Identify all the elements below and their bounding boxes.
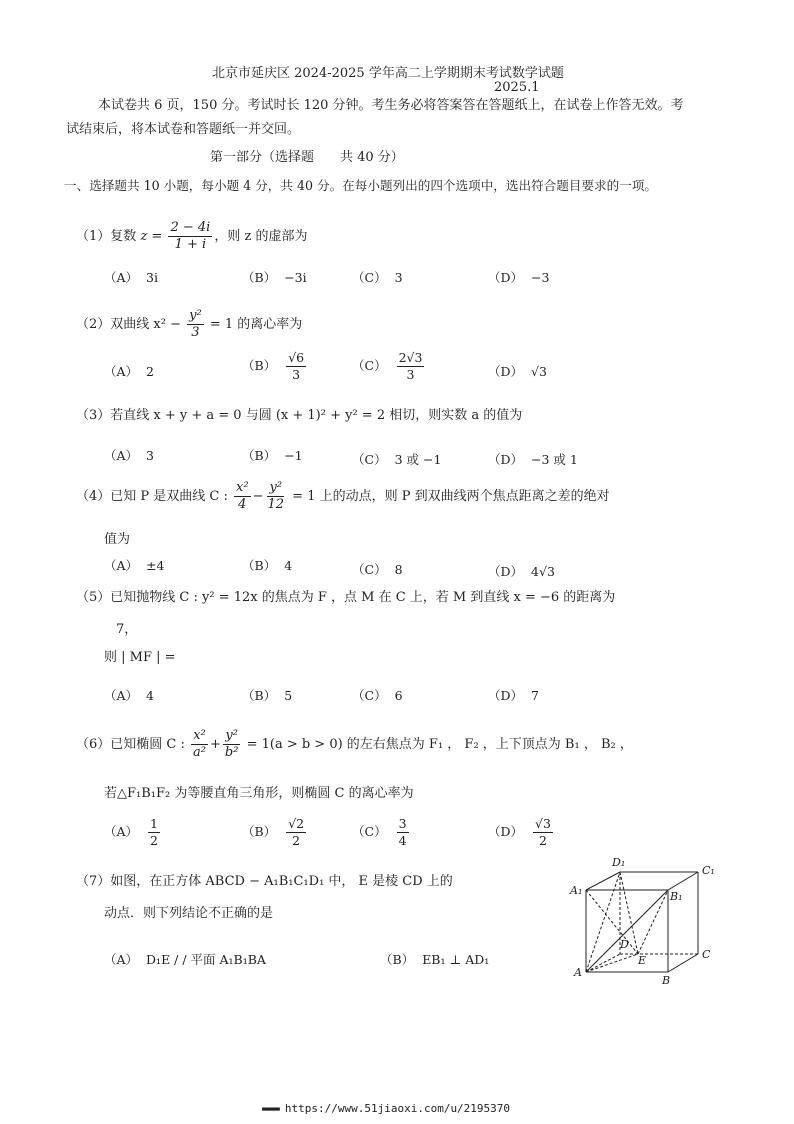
q1-post: ，则 z 的虚部为 xyxy=(214,229,308,244)
label-c: C xyxy=(702,948,711,961)
segment-a1-e xyxy=(586,890,638,954)
question-5: （5）已知抛物线 C : y² = 12x 的焦点为 F ，点 M 在 C 上，若 M 到直线 x = −6 的距离为 xyxy=(76,590,616,605)
footer-watermark xyxy=(262,1102,510,1115)
q7-line-2: 动点．则下列结论不正确的是 xyxy=(104,906,274,921)
segment-a-e xyxy=(586,954,638,972)
exam-date: 2025.1 xyxy=(494,80,540,95)
q1-fraction-den: 1 + i xyxy=(174,237,207,252)
q6-option-d: （D） $\frac{√3}{2}$ xyxy=(488,816,551,848)
q1-number: （1） xyxy=(76,229,111,244)
q6-option-a: （A） $\frac{1}{2}$ xyxy=(104,816,158,848)
q1-option-a: （A） 3i xyxy=(104,270,158,285)
footer-url: https://www.51jiaoxi.com/u/2195370 xyxy=(284,1102,511,1115)
intro-line-2: 试结束后，将本试卷和答题纸一并交回。 xyxy=(66,122,301,137)
label-d1: D₁ xyxy=(612,856,626,869)
q6-line-2: 若△F₁B₁F₂ 为等腰直角三角形，则椭圆 C 的离心率为 xyxy=(104,786,414,801)
part1-title: 第一部分（选择题 共 40 分） xyxy=(210,150,404,165)
q2-pre: 双曲线 x² − xyxy=(110,317,186,332)
exam-title: 北京市延庆区 2024-2025 学年高二上学期期末考试数学试题 xyxy=(212,66,564,81)
q4-option-b: （B） 4 xyxy=(242,558,293,573)
q1-fraction xyxy=(168,220,212,253)
q5-line-2: 7， xyxy=(116,622,138,637)
q4-option-a: （A） ±4 xyxy=(104,558,165,573)
q2-fraction: $\frac{\text{y²}}{3}$ xyxy=(189,308,202,340)
footer-logo-icon: ▬▬▬ xyxy=(262,1102,279,1115)
section1-instruction: 一、选择题共 10 小题，每小题 4 分，共 40 分。在每小题列出的四个选项中，选出符合题目要求的一项。 xyxy=(64,178,658,193)
q2-option-a: （A） 2 xyxy=(104,364,154,379)
question-7: （7）如图，在正方体 ABCD − A₁B₁C₁D₁ 中， E 是棱 CD 上的 xyxy=(76,874,453,889)
edge-c1-b1 xyxy=(668,872,698,890)
q5-option-a: （A） 4 xyxy=(104,688,154,703)
q2-option-d: （D） √3 xyxy=(488,364,547,379)
question-6: （6）已知椭圆 C : $\frac{\text{x²}}{\text{a²}}$ + $\frac{\text{y²}}{\text{b²}}$ = 1(a > b > 0) 的左右焦点为 F₁ ， F₂ ，上下顶点为 B₁ ， B₂ ， xyxy=(76,728,633,760)
label-e: E xyxy=(638,954,647,967)
q1-pre: 复数 xyxy=(110,229,137,244)
question-3: （3）若直线 x + y + a = 0 与圆 (x + 1)² + y² = 2 相切，则实数 a 的值为 xyxy=(76,408,523,423)
label-b1: B₁ xyxy=(670,890,683,903)
edge-b-c xyxy=(668,954,698,972)
q3-option-c: （C） 3 或 −1 xyxy=(352,452,442,467)
q1-fraction-num: 2 − 4i xyxy=(170,220,211,235)
question-1 xyxy=(76,220,307,253)
intro-line-1: 本试卷共 6 页，150 分。考试时长 120 分钟。考生务必将答案答在答题纸上，在试卷上作答无效。考 xyxy=(98,98,684,113)
label-d: D xyxy=(620,938,629,951)
label-a: A xyxy=(574,966,582,979)
q3-option-b: （B） −1 xyxy=(242,448,303,463)
edge-a1-d1 xyxy=(586,872,620,890)
q2-option-b: （B） $\frac{√6}{3}$ xyxy=(242,350,305,382)
question-4: （4）已知 P 是双曲线 C : $\frac{\text{x²}}{4}$ − $\frac{\text{y²}}{12}$ = 1 上的动点，则 P 到双曲线两个焦点距离之差的绝对 xyxy=(76,480,610,512)
q1-eq: = xyxy=(147,229,167,244)
label-c1: C₁ xyxy=(702,864,715,877)
cube-figure xyxy=(560,850,720,990)
q1-var: z xyxy=(140,229,148,244)
q2-number: （2） xyxy=(76,317,111,332)
q1-option-b: （B） −3i xyxy=(242,270,307,285)
q6-option-c: （C） $\frac{3}{4}$ xyxy=(352,816,407,848)
q7-option-a: （A） D₁E / / 平面 A₁B₁BA xyxy=(104,952,266,967)
q2-post: = 1 的离心率为 xyxy=(205,317,303,332)
q5-option-d: （D） 7 xyxy=(488,688,539,703)
label-a1: A₁ xyxy=(570,884,583,897)
q1-option-c: （C） 3 xyxy=(352,270,403,285)
q3-option-a: （A） 3 xyxy=(104,448,154,463)
q5-option-c: （C） 6 xyxy=(352,688,403,703)
q3-option-d: （D） −3 或 1 xyxy=(488,452,578,467)
q6-option-b: （B） $\frac{√2}{2}$ xyxy=(242,816,305,848)
q5-line-3: 则 | MF | = xyxy=(104,650,176,665)
q5-option-b: （B） 5 xyxy=(242,688,293,703)
q1-option-d: （D） −3 xyxy=(488,270,550,285)
label-b: B xyxy=(662,974,671,987)
q2-option-c: （C） $\frac{2√3}{3}$ xyxy=(352,350,423,382)
question-2 xyxy=(76,308,302,341)
q4-option-c: （C） 8 xyxy=(352,562,403,577)
q4-line-2: 值为 xyxy=(104,532,131,547)
q4-option-d: （D） 4√3 xyxy=(488,564,555,579)
segment-e-b1 xyxy=(638,890,668,954)
q7-option-b: （B） EB₁ ⊥ AD₁ xyxy=(380,952,490,967)
